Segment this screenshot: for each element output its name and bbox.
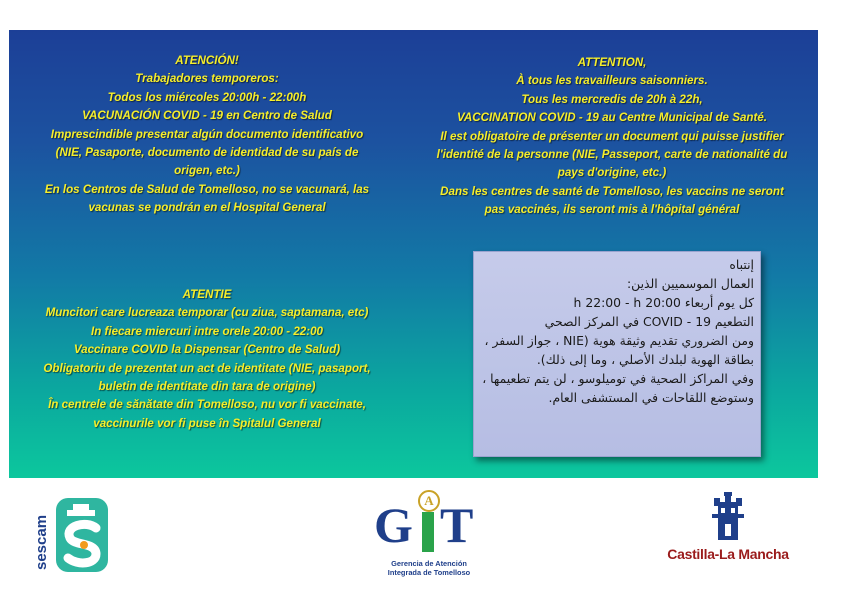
romanian-notice xyxy=(31,286,383,433)
fr-line: Tous les mercredis de 20h à 22h, xyxy=(521,92,703,106)
git-a-emblem: A xyxy=(418,490,440,512)
es-line: vacunas se pondrán en el Hospital General xyxy=(88,201,326,215)
es-line: origen, etc.) xyxy=(174,164,240,178)
fr-line: VACCINATION COVID - 19 au Centre Municipal de Santé. xyxy=(456,111,768,125)
ar-line: كل يوم أربعاء 20:00 h 22:00 - h xyxy=(573,295,754,310)
es-line: Trabajadores temporeros: xyxy=(135,72,279,86)
ro-line: Obligatoriu de prezentat un act de identitate (NIE, pasaport, xyxy=(43,361,371,375)
git-letter-i-icon xyxy=(422,512,434,552)
es-line: En los Centros de Salud de Tomelloso, no se vacunará, las xyxy=(44,182,370,196)
git-letter-t: T xyxy=(440,497,474,553)
ro-line: Muncitori care lucreaza temporar (cu ziua, saptamana, etc) xyxy=(45,306,369,320)
poster-panel xyxy=(9,30,818,478)
spanish-notice xyxy=(31,52,383,218)
es-line: VACUNACIÓN COVID - 19 en Centro de Salud xyxy=(82,109,332,123)
castilla-la-mancha-logo xyxy=(652,488,804,572)
fr-line: ATTENTION, xyxy=(577,56,647,69)
es-line: Todos los miércoles 20:00h - 22:00h xyxy=(107,90,307,104)
ar-line: وفي المراكز الصحية في توميلوسو ، لن يتم تطعيمها ، وستوضع اللقاحات في المستشفى العام. xyxy=(482,371,754,405)
fr-line: Dans les centres de santé de Tomelloso, les vaccins ne seront xyxy=(440,184,784,198)
arabic-notice-box xyxy=(473,251,761,457)
ar-line: العمال الموسميين الذين: xyxy=(626,276,754,291)
git-subtitle-2: Integrada de Tomelloso xyxy=(387,568,471,577)
fr-line: pas vaccinés, ils seront mis à l'hôpital général xyxy=(484,203,740,217)
ro-line: Vaccinare COVID la Dispensar (Centro de Salud) xyxy=(73,343,341,357)
clm-wordmark: Castilla-La Mancha xyxy=(667,546,789,562)
sescam-logo-icon xyxy=(34,498,112,572)
sescam-logo xyxy=(34,498,112,572)
ro-line: ATENTIE xyxy=(182,288,232,301)
git-logo xyxy=(370,486,488,580)
ro-line: buletin de identitate din tara de origine) xyxy=(98,380,316,394)
ar-line: ومن الضروري تقديم وثيقة هوية (NIE ، جواز السفر ، بطاقة الهوية لبلدك الأصلي ، وما إلى ذلك). xyxy=(484,333,754,367)
git-letter-g: G xyxy=(374,497,413,553)
sescam-wordmark: sescam xyxy=(34,514,50,570)
git-subtitle-1: Gerencia de Atención xyxy=(391,559,467,568)
fr-line: À tous les travailleurs saisonniers. xyxy=(516,74,708,88)
fr-line: Il est obligatoire de présenter un document qui puisse justifier xyxy=(440,129,784,143)
ar-line: التطعيم COVID - 19 في المركز الصحي xyxy=(544,314,754,329)
es-line: (NIE, Pasaporte, documento de identidad de su país de xyxy=(55,146,359,160)
fr-line: l'identité de la personne (NIE, Passeport, carte de nationalité du xyxy=(436,148,788,162)
fr-line: pays d'origine, etc.) xyxy=(557,166,667,180)
castle-icon xyxy=(652,488,804,546)
french-notice xyxy=(417,54,807,220)
ar-line: إنتباه xyxy=(729,257,754,272)
es-line: Imprescindible presentar algún documento identificativo xyxy=(50,127,364,141)
ro-line: vaccinurile vor fi puse în Spitalul General xyxy=(93,416,321,430)
ro-line: In fiecare miercuri intre orele 20:00 - 22:00 xyxy=(91,324,323,338)
ro-line: În centrele de sănătate din Tomelloso, nu vor fi vaccinate, xyxy=(48,398,366,412)
es-line: ATENCIÓN! xyxy=(175,54,239,67)
